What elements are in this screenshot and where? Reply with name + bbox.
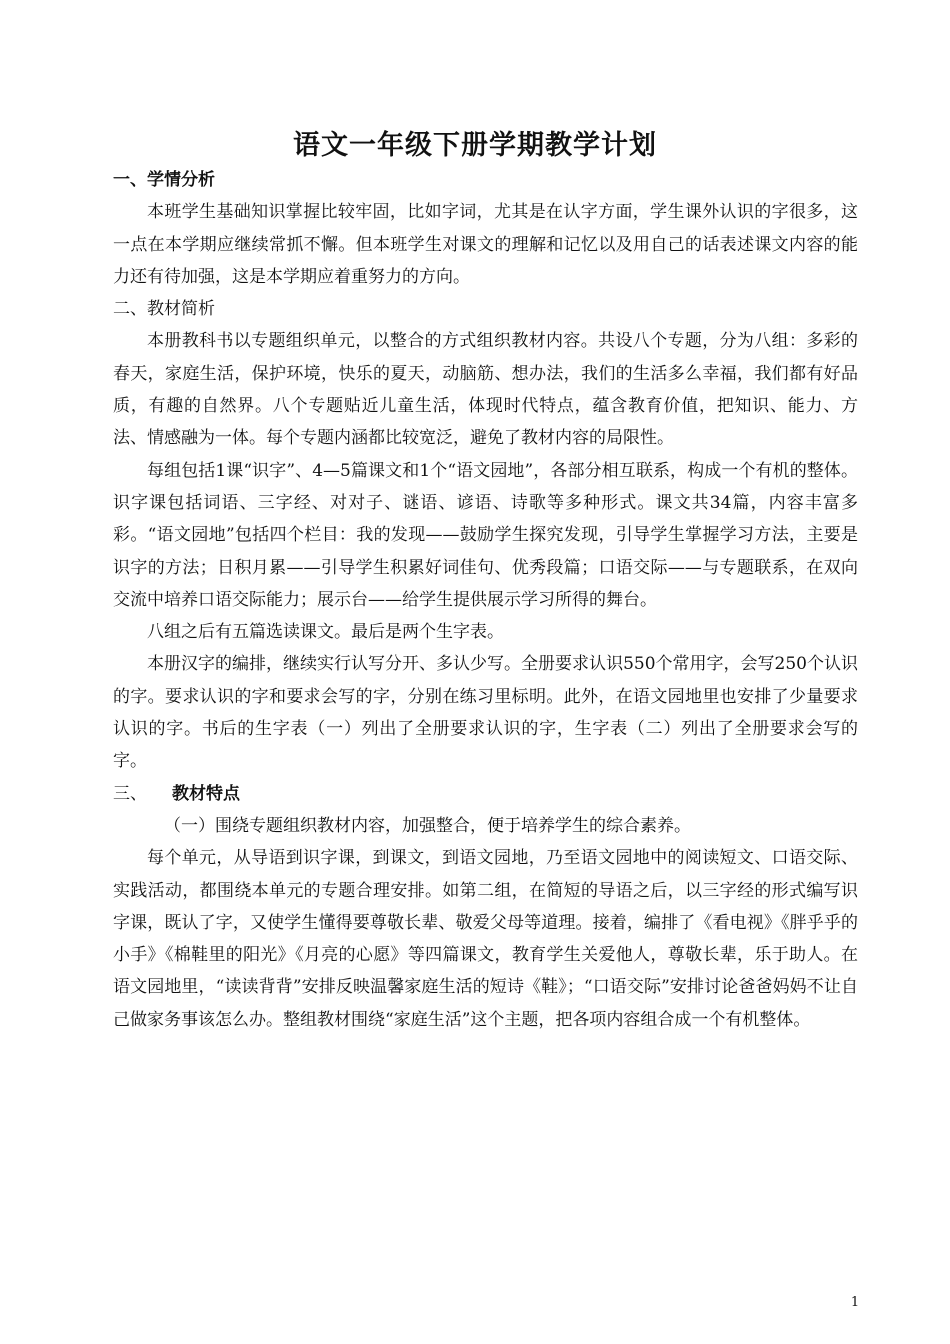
paragraph: 每组包括1课“识字”、4—5篇课文和1个“语文园地”，各部分相互联系，构成一个有机的整体。识字课包括词语、三字经、对对子、谜语、谚语、诗歌等多种形式。课文共34篇，内容丰富多彩。“语文园地”包括四个栏目：我的发现——鼓励学生探究发现，引导学生掌握学习方法，主要是识字的方法；日积月累——引导学生积累好词佳句、优秀段篇；口语交际——与专题联系，在双向交流中培养口语交际能力；展示台——给学生提供展示学习所得的舞台。 (113, 460, 858, 610)
section-heading (113, 778, 858, 810)
section-heading-text: 教材特点 (172, 783, 240, 804)
section-heading: 一、学情分析 (113, 170, 215, 190)
paragraph: 本册教科书以专题组织单元，以整合的方式组织教材内容。共设八个专题，分为八组：多彩的春天，家庭生活，保护环境，快乐的夏天，动脑筋、想办法，我们的生活多么幸福，我们都有好品质，有趣的自然界。八个专题贴近儿童生活，体现时代特点，蕴含教育价值，把知识、能力、方法、情感融为一体。每个专题内涵都比较宽泛，避免了教材内容的局限性。 (113, 331, 858, 449)
paragraph: 本班学生基础知识掌握比较牢固，比如字词，尤其是在认字方面，学生课外认识的字很多，这一点在本学期应继续常抓不懈。但本班学生对课文的理解和记忆以及用自己的话表述课文内容的能力还有待加强，这是本学期应着重努力的方向。 (113, 202, 858, 287)
subheading: （一）围绕专题组织教材内容，加强整合，便于培养学生的综合素养。 (164, 815, 691, 836)
section-textbook-analysis (113, 293, 858, 777)
section-heading: 二、教材简析 (113, 299, 215, 320)
paragraph: 本册汉字的编排，继续实行认写分开、多认少写。全册要求认识550个常用字，会写250个认识的字。要求认识的字和要求会写的字，分别在练习里标明。此外，在语文园地里也安排了少量要求认识的字。书后的生字表（一）列出了全册要求认识的字，生字表（二）列出了全册要求会写的字。 (113, 654, 858, 772)
document-title: 语文一年级下册学期教学计划 (293, 130, 657, 161)
page-number: 1 (850, 1295, 860, 1310)
paragraph: 每个单元，从导语到识字课，到课文，到语文园地，乃至语文园地中的阅读短文、口语交际、实践活动，都围绕本单元的专题合理安排。如第二组，在简短的导语之后，以三字经的形式编写识字课，既认了字，又使学生懂得要尊敬长辈、敬爱父母等道理。接着，编排了《看电视》《胖乎乎的小手》《棉鞋里的阳光》《月亮的心愿》等四篇课文，教育学生关爱他人，尊敬长辈，乐于助人。在语文园地里，“读读背背”安排反映温馨家庭生活的短诗《鞋》；“口语交际”安排讨论爸爸妈妈不让自己做家务事该怎么办。整组教材围绕“家庭生活”这个主题，把各项内容组合成一个有机整体。 (113, 848, 858, 1030)
document-body (113, 164, 858, 1036)
section-heading-number: 三、 (113, 783, 147, 804)
section-textbook-features (113, 778, 858, 1036)
section-learning-analysis (113, 164, 858, 293)
paragraph: 八组之后有五篇选读课文。最后是两个生字表。 (147, 622, 504, 643)
